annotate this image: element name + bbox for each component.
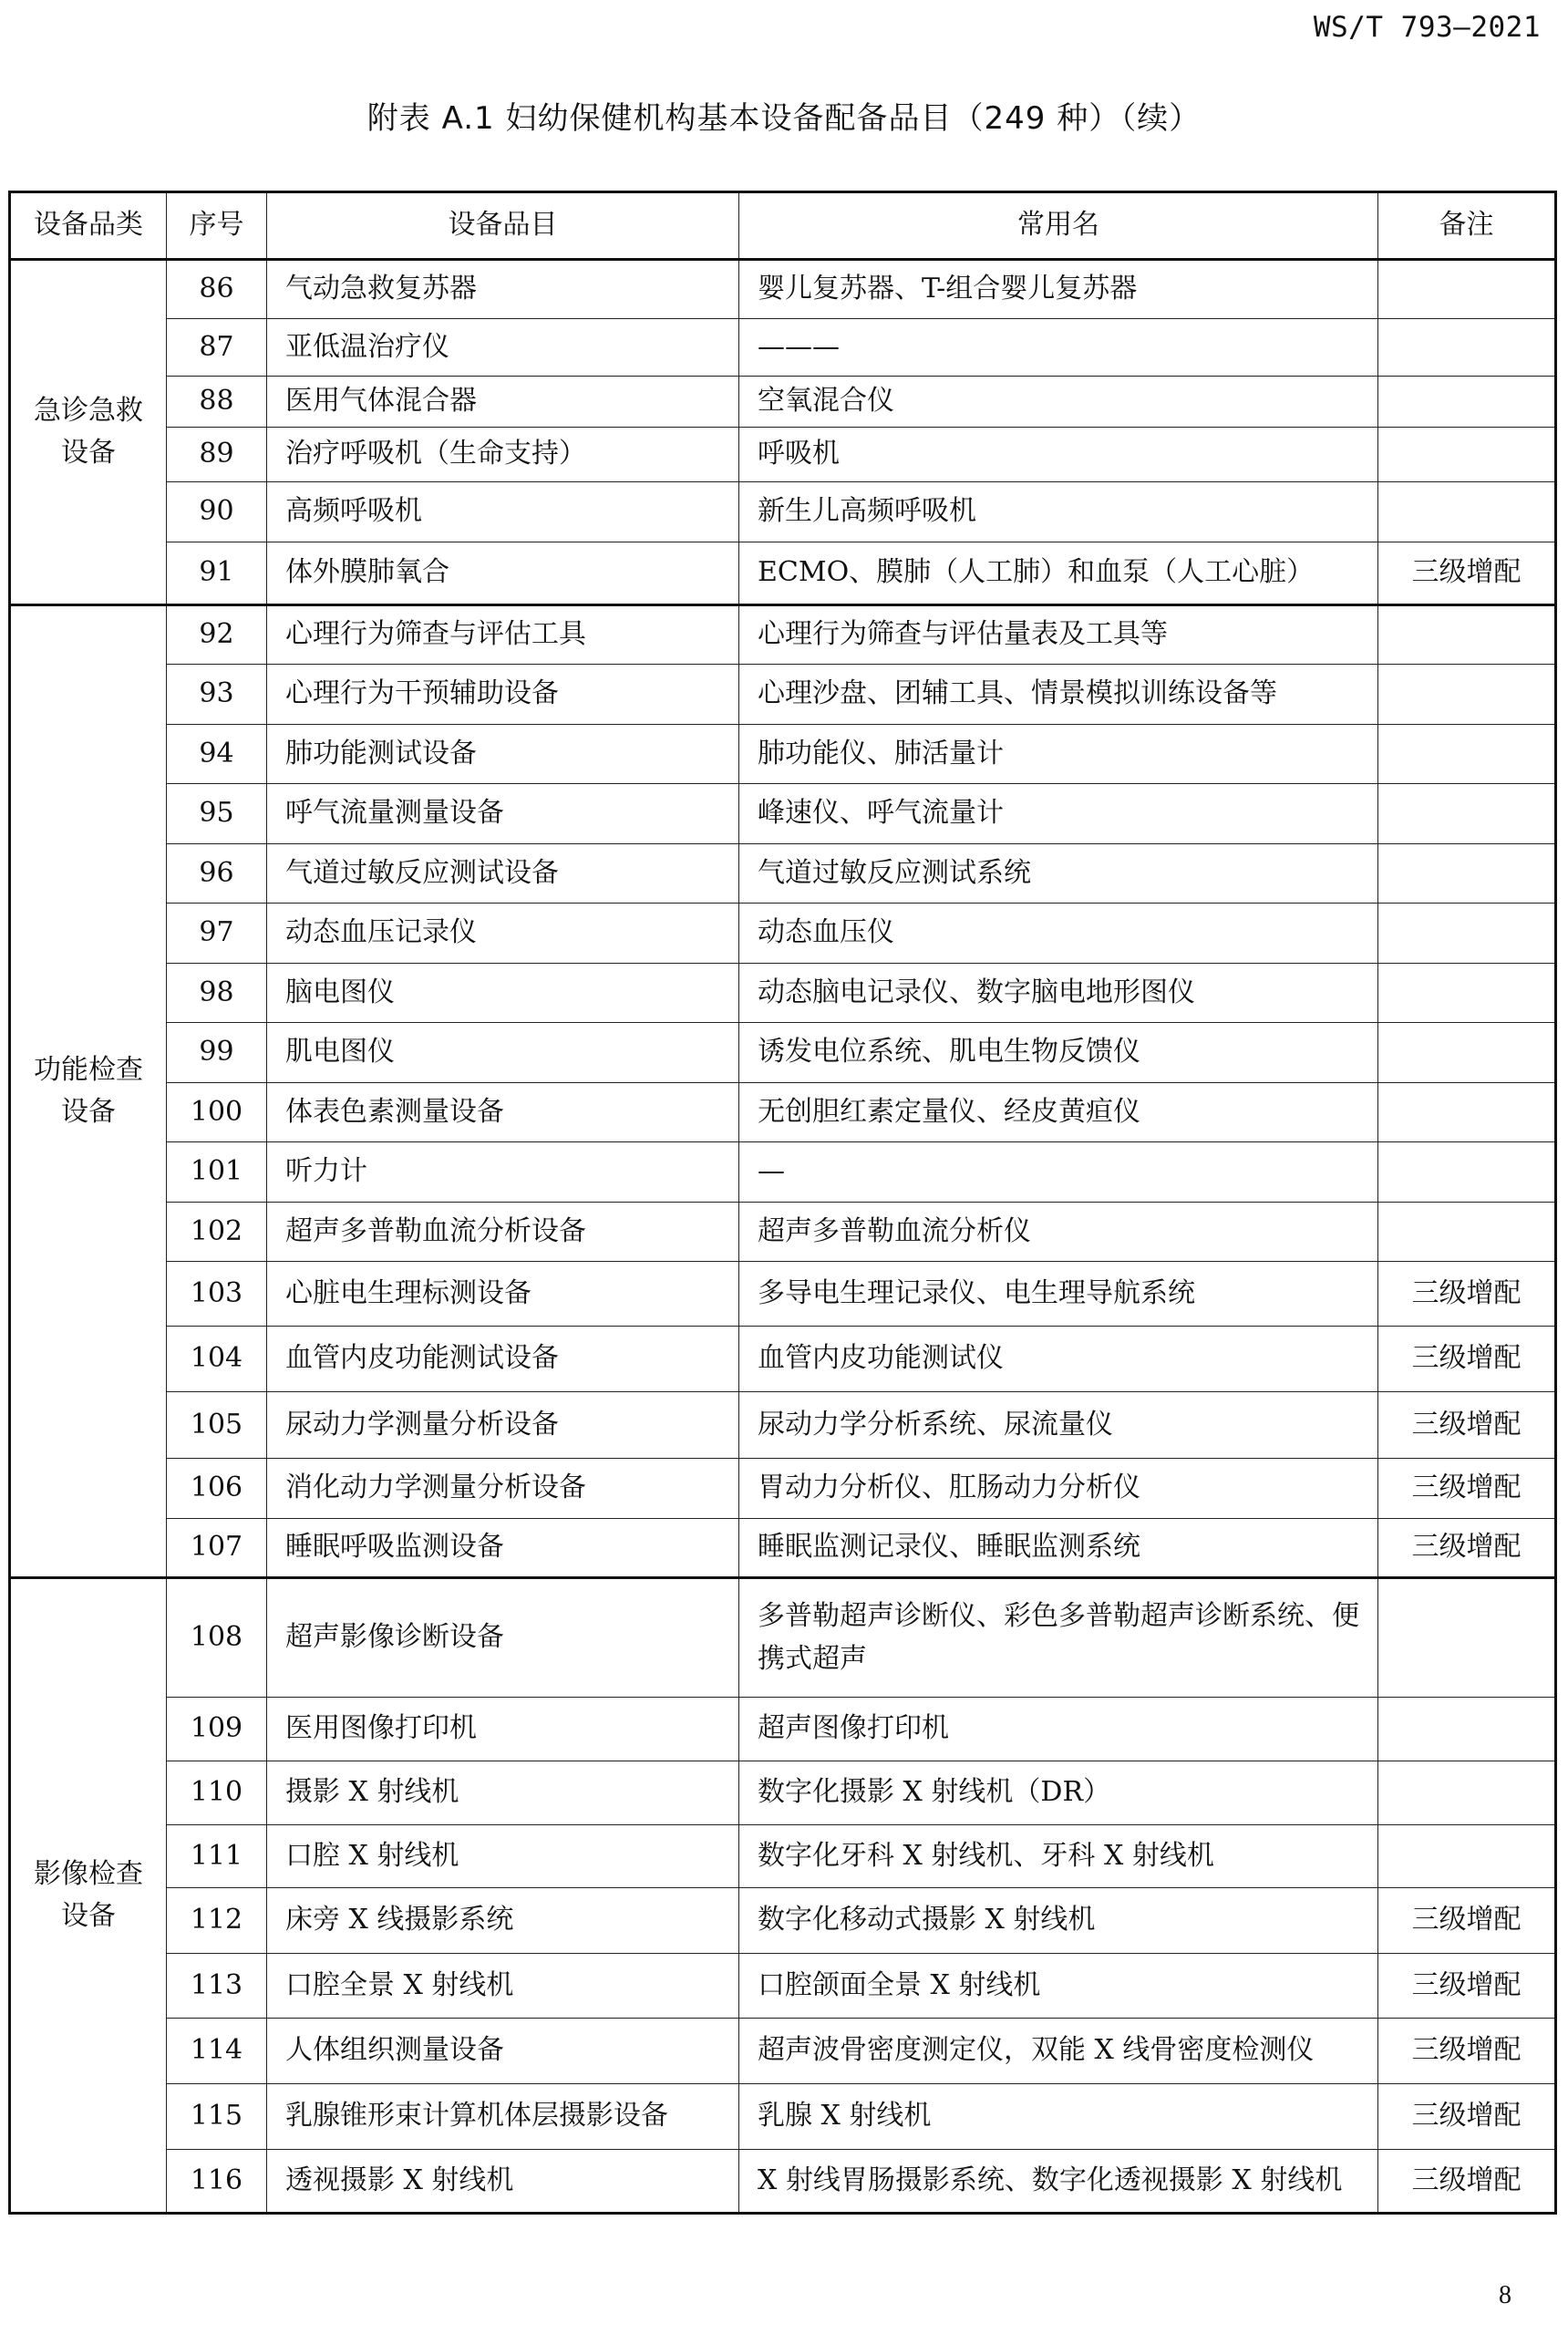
category-cell: 影像检查 设备	[10, 1578, 167, 2214]
number-cell: 102	[167, 1203, 267, 1262]
remark-cell: 三级增配	[1378, 542, 1556, 605]
common-name-cell: 数字化牙科 X 射线机、牙科 X 射线机	[739, 1825, 1378, 1888]
table-row	[10, 1761, 1556, 1825]
remark-cell	[1378, 1578, 1556, 1698]
number-cell: 86	[167, 260, 267, 319]
common-name-cell: 超声波骨密度测定仪，双能 X 线骨密度检测仪	[739, 2019, 1378, 2084]
table-row	[10, 1083, 1556, 1142]
table-row	[10, 1392, 1556, 1459]
remark-cell	[1378, 1142, 1556, 1203]
remark-cell: 三级增配	[1378, 1459, 1556, 1519]
common-name-cell: 心理行为筛查与评估量表及工具等	[739, 605, 1378, 665]
common-name-cell: 肺功能仪、肺活量计	[739, 725, 1378, 784]
number-cell: 87	[167, 319, 267, 377]
item-cell: 脑电图仪	[267, 964, 739, 1023]
item-cell: 心理行为干预辅助设备	[267, 665, 739, 725]
table-row	[10, 482, 1556, 542]
remark-cell: 三级增配	[1378, 1519, 1556, 1578]
common-name-cell: 超声图像打印机	[739, 1698, 1378, 1761]
table-row	[10, 377, 1556, 428]
item-cell: 医用气体混合器	[267, 377, 739, 428]
remark-cell: 三级增配	[1378, 1392, 1556, 1459]
item-cell: 高频呼吸机	[267, 482, 739, 542]
column-header-category: 设备品类	[10, 192, 167, 260]
table-row	[10, 1954, 1556, 2019]
common-name-cell: 气道过敏反应测试系统	[739, 844, 1378, 904]
item-cell: 口腔全景 X 射线机	[267, 1954, 739, 2019]
table-row	[10, 1825, 1556, 1888]
remark-cell	[1378, 1083, 1556, 1142]
item-cell: 呼气流量测量设备	[267, 784, 739, 844]
item-cell: 心理行为筛查与评估工具	[267, 605, 739, 665]
item-cell: 睡眠呼吸监测设备	[267, 1519, 739, 1578]
number-cell: 103	[167, 1262, 267, 1327]
number-cell: 112	[167, 1888, 267, 1954]
common-name-cell: 数字化移动式摄影 X 射线机	[739, 1888, 1378, 1954]
common-name-cell: 多导电生理记录仪、电生理导航系统	[739, 1262, 1378, 1327]
common-name-cell: 新生儿高频呼吸机	[739, 482, 1378, 542]
item-cell: 血管内皮功能测试设备	[267, 1327, 739, 1392]
item-cell: 肌电图仪	[267, 1023, 739, 1083]
table-row	[10, 1142, 1556, 1203]
common-name-cell: 乳腺 X 射线机	[739, 2084, 1378, 2150]
number-cell: 92	[167, 605, 267, 665]
table-row	[10, 542, 1556, 605]
table-header-row	[10, 192, 1556, 260]
remark-cell	[1378, 377, 1556, 428]
table-row	[10, 1888, 1556, 1954]
table-row	[10, 1459, 1556, 1519]
number-cell: 88	[167, 377, 267, 428]
item-cell: 消化动力学测量分析设备	[267, 1459, 739, 1519]
standard-code: WS/T 793—2021	[1313, 11, 1541, 44]
table-row	[10, 2019, 1556, 2084]
remark-cell	[1378, 1203, 1556, 1262]
table-title: 附表 A.1 妇幼保健机构基本设备配备品目（249 种）（续）	[366, 100, 1202, 137]
common-name-cell: 动态脑电记录仪、数字脑电地形图仪	[739, 964, 1378, 1023]
number-cell: 101	[167, 1142, 267, 1203]
remark-cell	[1378, 1698, 1556, 1761]
common-name-cell: 空氧混合仪	[739, 377, 1378, 428]
remark-cell: 三级增配	[1378, 1888, 1556, 1954]
common-name-cell: 尿动力学分析系统、尿流量仪	[739, 1392, 1378, 1459]
number-cell: 106	[167, 1459, 267, 1519]
table-row	[10, 2150, 1556, 2214]
remark-cell: 三级增配	[1378, 1954, 1556, 2019]
table-row	[10, 260, 1556, 319]
remark-cell	[1378, 482, 1556, 542]
item-cell: 肺功能测试设备	[267, 725, 739, 784]
remark-cell	[1378, 260, 1556, 319]
common-name-cell: 睡眠监测记录仪、睡眠监测系统	[739, 1519, 1378, 1578]
common-name-cell: —	[739, 1142, 1378, 1203]
number-cell: 91	[167, 542, 267, 605]
number-cell: 93	[167, 665, 267, 725]
number-cell: 113	[167, 1954, 267, 2019]
number-cell: 116	[167, 2150, 267, 2214]
item-cell: 摄影 X 射线机	[267, 1761, 739, 1825]
table-row	[10, 319, 1556, 377]
number-cell: 108	[167, 1578, 267, 1698]
item-cell: 超声影像诊断设备	[267, 1578, 739, 1698]
item-cell: 气动急救复苏器	[267, 260, 739, 319]
number-cell: 111	[167, 1825, 267, 1888]
common-name-cell: 胃动力分析仪、肛肠动力分析仪	[739, 1459, 1378, 1519]
number-cell: 104	[167, 1327, 267, 1392]
remark-cell: 三级增配	[1378, 2084, 1556, 2150]
remark-cell	[1378, 319, 1556, 377]
number-cell: 90	[167, 482, 267, 542]
item-cell: 动态血压记录仪	[267, 904, 739, 964]
item-cell: 口腔 X 射线机	[267, 1825, 739, 1888]
remark-cell	[1378, 725, 1556, 784]
column-header-item: 设备品目	[267, 192, 739, 260]
common-name-cell: X 射线胃肠摄影系统、数字化透视摄影 X 射线机	[739, 2150, 1378, 2214]
item-cell: 听力计	[267, 1142, 739, 1203]
table-row	[10, 605, 1556, 665]
table-row	[10, 1519, 1556, 1578]
number-cell: 96	[167, 844, 267, 904]
common-name-cell: 婴儿复苏器、T-组合婴儿复苏器	[739, 260, 1378, 319]
number-cell: 99	[167, 1023, 267, 1083]
number-cell: 107	[167, 1519, 267, 1578]
common-name-cell: 诱发电位系统、肌电生物反馈仪	[739, 1023, 1378, 1083]
remark-cell	[1378, 428, 1556, 482]
table-body	[10, 260, 1556, 2214]
remark-cell	[1378, 1023, 1556, 1083]
common-name-cell: 超声多普勒血流分析仪	[739, 1203, 1378, 1262]
item-cell: 气道过敏反应测试设备	[267, 844, 739, 904]
table-row	[10, 1327, 1556, 1392]
remark-cell	[1378, 1761, 1556, 1825]
page-number: 8	[1499, 2281, 1511, 2309]
item-cell: 体外膜肺氧合	[267, 542, 739, 605]
number-cell: 97	[167, 904, 267, 964]
table-row	[10, 784, 1556, 844]
item-cell: 亚低温治疗仪	[267, 319, 739, 377]
number-cell: 100	[167, 1083, 267, 1142]
column-header-common-name: 常用名	[739, 192, 1378, 260]
remark-cell	[1378, 665, 1556, 725]
common-name-cell: ECMO、膜肺（人工肺）和血泵（人工心脏）	[739, 542, 1378, 605]
remark-cell	[1378, 964, 1556, 1023]
number-cell: 115	[167, 2084, 267, 2150]
number-cell: 114	[167, 2019, 267, 2084]
remark-cell: 三级增配	[1378, 1327, 1556, 1392]
remark-cell: 三级增配	[1378, 2019, 1556, 2084]
number-cell: 105	[167, 1392, 267, 1459]
table-row	[10, 964, 1556, 1023]
number-cell: 94	[167, 725, 267, 784]
common-name-cell: ———	[739, 319, 1378, 377]
item-cell: 透视摄影 X 射线机	[267, 2150, 739, 2214]
table-row	[10, 1262, 1556, 1327]
common-name-cell: 血管内皮功能测试仪	[739, 1327, 1378, 1392]
item-cell: 治疗呼吸机（生命支持）	[267, 428, 739, 482]
table-row	[10, 2084, 1556, 2150]
item-cell: 体表色素测量设备	[267, 1083, 739, 1142]
table-row	[10, 904, 1556, 964]
remark-cell	[1378, 784, 1556, 844]
common-name-cell: 呼吸机	[739, 428, 1378, 482]
number-cell: 95	[167, 784, 267, 844]
column-header-number: 序号	[167, 192, 267, 260]
common-name-cell: 无创胆红素定量仪、经皮黄疸仪	[739, 1083, 1378, 1142]
number-cell: 110	[167, 1761, 267, 1825]
number-cell: 98	[167, 964, 267, 1023]
common-name-cell: 动态血压仪	[739, 904, 1378, 964]
item-cell: 床旁 X 线摄影系统	[267, 1888, 739, 1954]
item-cell: 乳腺锥形束计算机体层摄影设备	[267, 2084, 739, 2150]
item-cell: 人体组织测量设备	[267, 2019, 739, 2084]
item-cell: 尿动力学测量分析设备	[267, 1392, 739, 1459]
number-cell: 109	[167, 1698, 267, 1761]
category-cell: 功能检查 设备	[10, 605, 167, 1578]
remark-cell	[1378, 1825, 1556, 1888]
common-name-cell: 心理沙盘、团辅工具、情景模拟训练设备等	[739, 665, 1378, 725]
column-header-remark: 备注	[1378, 192, 1556, 260]
table-row	[10, 844, 1556, 904]
remark-cell	[1378, 844, 1556, 904]
table-row	[10, 725, 1556, 784]
table-row	[10, 665, 1556, 725]
remark-cell	[1378, 605, 1556, 665]
remark-cell	[1378, 904, 1556, 964]
number-cell: 89	[167, 428, 267, 482]
item-cell: 超声多普勒血流分析设备	[267, 1203, 739, 1262]
common-name-cell: 多普勒超声诊断仪、彩色多普勒超声诊断系统、便携式超声	[739, 1578, 1378, 1698]
item-cell: 心脏电生理标测设备	[267, 1262, 739, 1327]
table-row	[10, 1203, 1556, 1262]
table-row	[10, 1698, 1556, 1761]
remark-cell: 三级增配	[1378, 2150, 1556, 2214]
table-row	[10, 428, 1556, 482]
common-name-cell: 数字化摄影 X 射线机（DR）	[739, 1761, 1378, 1825]
item-cell: 医用图像打印机	[267, 1698, 739, 1761]
common-name-cell: 峰速仪、呼气流量计	[739, 784, 1378, 844]
category-cell: 急诊急救 设备	[10, 260, 167, 605]
common-name-cell: 口腔颌面全景 X 射线机	[739, 1954, 1378, 2019]
equipment-table	[8, 191, 1557, 2215]
remark-cell: 三级增配	[1378, 1262, 1556, 1327]
table-row	[10, 1023, 1556, 1083]
table-row	[10, 1578, 1556, 1698]
